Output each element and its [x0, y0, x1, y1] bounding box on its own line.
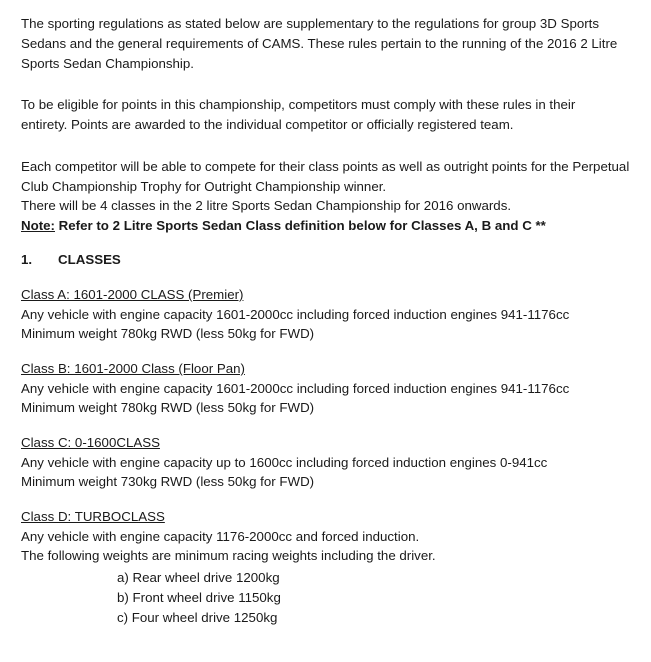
class-d-line-2: The following weights are minimum racing weights including the driver. — [21, 548, 436, 563]
class-a-line-1: Any vehicle with engine capacity 1601-2000cc including forced induction engines 941-1176cc — [21, 307, 570, 322]
class-c-line-1: Any vehicle with engine capacity up to 1600cc including forced induction engines 0-941cc — [21, 455, 548, 470]
class-d-heading: Class D: TURBOCLASS — [21, 509, 165, 524]
note-line — [21, 216, 546, 236]
intro-paragraph-3-line-1: Each competitor will be able to compete for their class points as well as outright points for the Perpetual — [21, 159, 630, 174]
intro-paragraph-2-line-1: To be eligible for points in this championship, competitors must comply with these rules in their — [21, 97, 576, 112]
section-number: 1. — [21, 252, 33, 267]
class-d-weight-awd: c) Four wheel drive 1250kg — [117, 610, 278, 625]
class-a-heading: Class A: 1601-2000 CLASS (Premier) — [21, 287, 244, 302]
intro-paragraph-2-line-2: entirety. Points are awarded to the individual competitor or officially registered team. — [21, 117, 514, 132]
class-b-line-2: Minimum weight 780kg RWD (less 50kg for FWD) — [21, 400, 315, 415]
class-d-weight-rwd: a) Rear wheel drive 1200kg — [117, 570, 280, 585]
section-title: CLASSES — [58, 252, 121, 267]
intro-paragraph-1-line-1: The sporting regulations as stated below are supplementary to the regulations for group 3D Sports — [21, 16, 600, 31]
class-b-heading: Class B: 1601-2000 Class (Floor Pan) — [21, 361, 245, 376]
class-b-line-1: Any vehicle with engine capacity 1601-2000cc including forced induction engines 941-1176cc — [21, 381, 570, 396]
intro-paragraph-3-line-3: There will be 4 classes in the 2 litre Sports Sedan Championship for 2016 onwards. — [21, 198, 512, 213]
class-d-line-1: Any vehicle with engine capacity 1176-2000cc and forced induction. — [21, 529, 420, 544]
class-c-heading: Class C: 0-1600CLASS — [21, 435, 160, 450]
intro-paragraph-3-line-2: Club Championship Trophy for Outright Championship winner. — [21, 179, 387, 194]
class-a-line-2: Minimum weight 780kg RWD (less 50kg for FWD) — [21, 326, 315, 341]
class-c-line-2: Minimum weight 730kg RWD (less 50kg for FWD) — [21, 474, 315, 489]
class-d-weight-fwd: b) Front wheel drive 1150kg — [117, 590, 281, 605]
note-text: Refer to 2 Litre Sports Sedan Class definition below for Classes A, B and C ** — [54, 218, 546, 233]
note-label: Note: — [21, 218, 55, 233]
intro-paragraph-1-line-2: Sedans and the general requirements of CAMS. These rules pertain to the running of the 2016 2 Litre — [21, 36, 618, 51]
intro-paragraph-1-line-3: Sports Sedan Championship. — [21, 56, 194, 71]
